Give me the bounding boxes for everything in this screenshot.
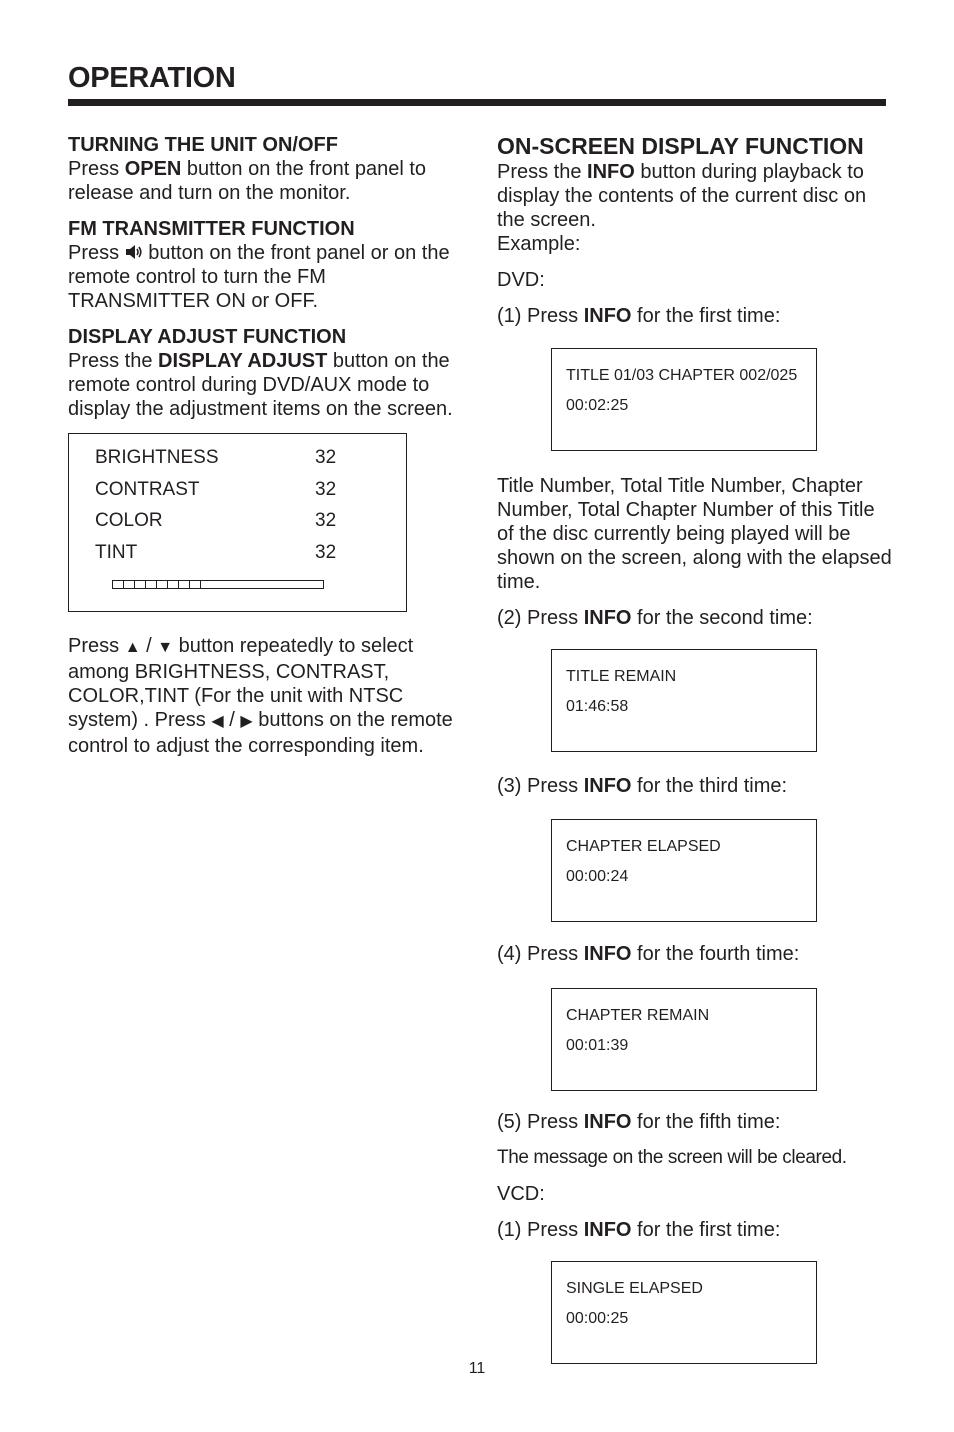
osd-description: Title Number, Total Title Number, Chapter Number, Total Chapter Number of this Title of the disc currently being played will be shown on the screen, along with the elapsed time. xyxy=(497,475,892,593)
display-heading: DISPLAY ADJUST FUNCTION xyxy=(68,326,347,348)
info-label: INFO xyxy=(583,1219,632,1241)
level-segment xyxy=(168,581,179,588)
text-run: Press the xyxy=(497,161,588,183)
osd-box-1 xyxy=(551,348,817,451)
osd-box-2 xyxy=(551,649,817,752)
text-run: button on the front panel or on the remote control to turn the FM TRANSMITTER ON or OFF. xyxy=(68,242,450,312)
display-adjust-label: DISPLAY ADJUST xyxy=(158,350,328,372)
down-arrow-icon: ▼ xyxy=(157,639,174,656)
page-title: OPERATION xyxy=(68,62,236,94)
osd-line: CHAPTER REMAIN xyxy=(566,1007,710,1024)
text-run: (1) Press xyxy=(497,305,584,327)
step-5 xyxy=(497,1110,892,1134)
right-column xyxy=(497,132,892,1364)
level-segment xyxy=(113,581,124,588)
text-run: (2) Press xyxy=(497,607,584,629)
osd-line: SINGLE ELAPSED xyxy=(566,1280,703,1297)
turning-text xyxy=(68,157,463,205)
adjust-label: BRIGHTNESS xyxy=(95,447,219,468)
text-run: / xyxy=(223,709,241,731)
osd-time: 00:02:25 xyxy=(566,397,629,414)
left-column xyxy=(68,133,463,758)
adjust-label: COLOR xyxy=(95,510,163,531)
level-segment xyxy=(179,581,190,588)
text-run: for the fourth time: xyxy=(631,943,800,965)
info-label: INFO xyxy=(583,305,632,327)
osd-intro xyxy=(497,160,892,232)
example-label: Example: xyxy=(497,233,581,255)
adjust-value: 32 xyxy=(315,542,337,563)
text-run: (4) Press xyxy=(497,943,584,965)
osd-time: 00:00:24 xyxy=(566,868,629,885)
display-section xyxy=(68,325,463,612)
text-run: (5) Press xyxy=(497,1111,584,1133)
text-run: / xyxy=(140,635,158,657)
text-run: button on the remote control during DVD/AUX mode to display the adjustment items on the screen. xyxy=(68,350,453,420)
text-run: for the first time: xyxy=(631,1219,781,1241)
cleared-text: The message on the screen will be cleared. xyxy=(497,1147,847,1168)
adjust-menu-box xyxy=(68,433,407,612)
text-run: buttons on the remote control to adjust the corresponding item. xyxy=(68,709,453,757)
osd-box-3 xyxy=(551,819,817,922)
osd-line: CHAPTER ELAPSED xyxy=(566,838,721,855)
text-run: button on the front panel to release and turn on the monitor. xyxy=(68,158,427,204)
adjust-value: 32 xyxy=(315,447,337,468)
display-text xyxy=(68,349,463,421)
press-arrows-text xyxy=(68,634,463,758)
level-segment xyxy=(146,581,157,588)
text-run: Press xyxy=(68,635,125,657)
step-3 xyxy=(497,774,892,798)
text-run: for the fifth time: xyxy=(631,1111,781,1133)
vcd-label: VCD: xyxy=(497,1183,545,1205)
osd-line: TITLE 01/03 CHAPTER 002/025 xyxy=(566,367,798,384)
text-run: (3) Press xyxy=(497,775,584,797)
osd-time: 00:00:25 xyxy=(566,1310,629,1327)
turning-heading: TURNING THE UNIT ON/OFF xyxy=(68,134,338,156)
open-label: OPEN xyxy=(124,158,182,180)
text-run: Press the xyxy=(68,350,159,372)
level-segment xyxy=(135,581,146,588)
osd-box-4 xyxy=(551,988,817,1091)
turning-section xyxy=(68,133,463,205)
level-segment xyxy=(124,581,135,588)
osd-box-5 xyxy=(551,1261,817,1364)
text-run: button repeatedly to select among BRIGHTNESS, CONTRAST, COLOR,TINT (For the unit with NTSC system) . Press xyxy=(68,635,414,731)
osd-line: TITLE REMAIN xyxy=(566,668,677,685)
info-label: INFO xyxy=(583,775,632,797)
text-run: for the third time: xyxy=(631,775,788,797)
level-bar xyxy=(112,580,324,589)
page-number: 11 xyxy=(468,1360,486,1377)
adjust-label: TINT xyxy=(95,542,138,563)
text-run: for the second time: xyxy=(631,607,813,629)
right-arrow-icon: ▶ xyxy=(240,713,253,730)
speaker-icon xyxy=(125,243,143,261)
info-label: INFO xyxy=(583,607,632,629)
info-label: INFO xyxy=(583,943,632,965)
text-run: Press xyxy=(68,158,125,180)
info-label: INFO xyxy=(587,161,635,183)
step-vcd-1 xyxy=(497,1218,892,1242)
text-run: (1) Press xyxy=(497,1219,584,1241)
text-run: button during playback to display the contents of the current disc on the screen. xyxy=(497,161,867,231)
osd-heading: ON-SCREEN DISPLAY FUNCTION xyxy=(497,133,864,159)
up-arrow-icon: ▲ xyxy=(124,639,141,656)
level-segment xyxy=(190,581,201,588)
step-2 xyxy=(497,606,892,630)
fm-section xyxy=(68,217,463,313)
adjust-label: CONTRAST xyxy=(95,479,200,500)
adjust-value: 32 xyxy=(315,510,337,531)
level-segment xyxy=(157,581,168,588)
text-run: Press xyxy=(68,242,125,264)
step-4 xyxy=(497,942,892,966)
left-arrow-icon: ◀ xyxy=(211,713,224,730)
title-rule xyxy=(68,99,886,106)
adjust-value: 32 xyxy=(315,479,337,500)
fm-text xyxy=(68,241,463,313)
osd-time: 01:46:58 xyxy=(566,698,629,715)
fm-heading: FM TRANSMITTER FUNCTION xyxy=(68,218,355,240)
osd-time: 00:01:39 xyxy=(566,1037,629,1054)
dvd-label: DVD: xyxy=(497,269,545,291)
text-run: for the first time: xyxy=(631,305,781,327)
step-1 xyxy=(497,304,892,328)
info-label: INFO xyxy=(583,1111,632,1133)
